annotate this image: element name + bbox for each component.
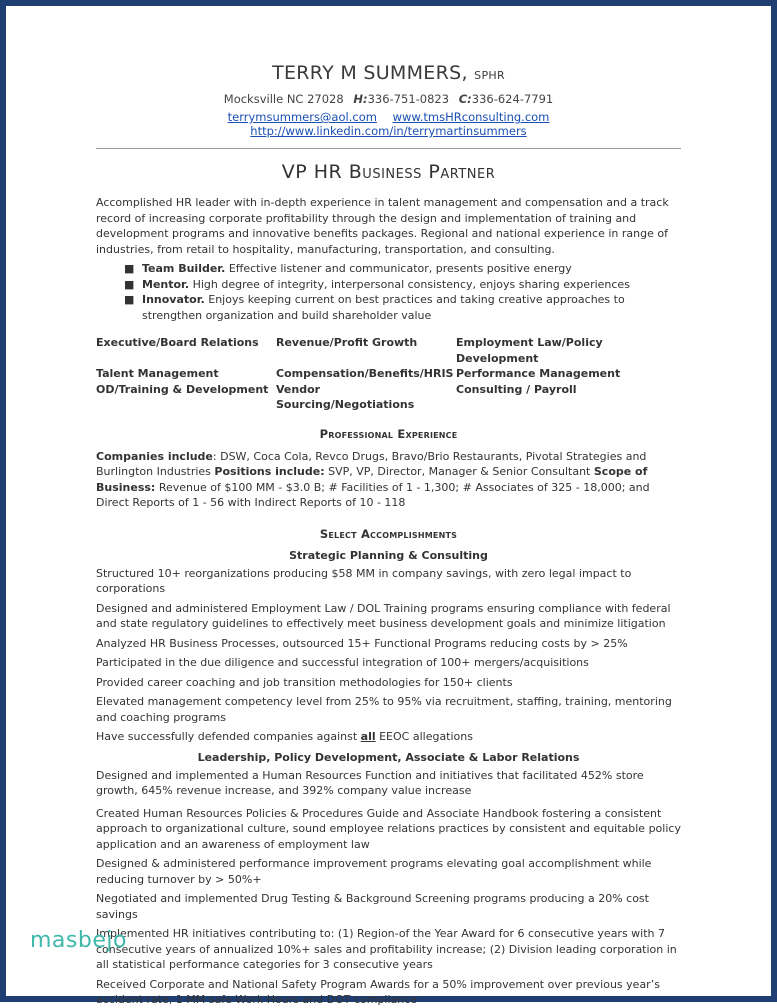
scope-label: Scope of Business: <box>96 465 648 494</box>
cell-phone-label: C: <box>458 92 472 106</box>
list-item <box>96 729 681 745</box>
strategic-list <box>96 566 681 745</box>
list-item: Created Human Resources Policies & Procedures Guide and Associate Handbook fostering a consistent approach to organizational culture, sound employee relations practices by consistent and equitable policy application and an awareness of employment law <box>96 806 681 851</box>
watermark-logo: masbejo <box>30 928 127 953</box>
experience-paragraph <box>96 449 681 511</box>
email-link[interactable]: terrymsummers@aol.com <box>227 110 377 124</box>
list-item: Participated in the due diligence and successful integration of 100+ mergers/acquisitions <box>96 656 589 669</box>
skill-item: Vendor Sourcing/Negotiations <box>276 382 415 411</box>
full-name: TERRY M SUMMERS, <box>272 62 468 84</box>
trait-text: High degree of integrity, interpersonal consistency, enjoys sharing experiences <box>189 277 630 291</box>
trait-text: Enjoys keeping current on best practices and taking creative approaches to strengthen organization and build shareholder value <box>142 293 625 322</box>
strategic-heading: Strategic Planning & Consulting <box>289 548 488 562</box>
accomplishments-heading: Select Accomplishments <box>319 526 458 541</box>
positions-label: Positions include: <box>214 465 325 478</box>
home-phone: 336-751-0823 <box>367 92 450 106</box>
list-item: Implemented HR initiatives contributing to: (1) Region-of the Year Award for 6 consecutive years with 7 consecutive years of annualized 10%+ sales and profitability increase; (2) Division leading corporation in all statistical performance categories for 3 consecutive years <box>96 927 677 971</box>
trait-label: Innovator. <box>142 293 205 306</box>
list-item: Negotiated and implemented Drug Testing & Background Screening programs producing a 20% cost savings <box>96 892 649 921</box>
skill-item: Consulting / Payroll <box>456 382 577 396</box>
header-divider <box>96 148 681 149</box>
skill-item: OD/Training & Development <box>96 382 269 396</box>
companies-label: Companies include <box>96 449 213 463</box>
leadership-list <box>96 768 681 1008</box>
experience-heading: Professional Experience <box>319 426 458 441</box>
resume-document <box>96 60 681 1008</box>
scope-text: Revenue of $100 MM - $3.0 B; # Facilities of 1 - 1,300; # Associates of 325 - 18,000; and Direct Reports of 1 - 56 with Indirect Reports of 10 - 118 <box>96 480 650 509</box>
eeoc-emphasis: all <box>360 730 376 743</box>
skill-item: Revenue/Profit Growth <box>276 336 418 349</box>
skill-item: Employment Law/Policy Development <box>456 336 603 365</box>
skills-grid <box>96 335 681 413</box>
skill-item: Performance Management <box>456 367 621 380</box>
traits-list <box>124 261 681 323</box>
list-item: Received Corporate and National Safety Program Awards for a 50% improvement over previous year’s accident rate, 1 MM safe Work Hours and DOT compliance <box>96 977 660 1006</box>
credential: SPHR <box>474 69 505 82</box>
list-item: Provided career coaching and job transition methodologies for 150+ clients <box>96 675 513 689</box>
summary-paragraph: Accomplished HR leader with in-depth experience in talent management and compensation and a track record of increasing corporate profitability through the design and implementation of training and development programs and innovative benefits packages. Regional and national experience in range of industries, from retail to hospitality, manufacturing, transportation, and consulting. <box>96 196 669 256</box>
leadership-heading: Leadership, Policy Development, Associate & Labor Relations <box>197 750 580 764</box>
contact-links <box>96 110 681 138</box>
cell-phone: 336-624-7791 <box>471 92 554 106</box>
location: Mocksville NC 27028 <box>223 92 344 106</box>
resume-name <box>96 62 681 84</box>
list-item: Designed & administered performance improvement programs elevating goal accomplishment while reducing turnover by > 50%+ <box>96 857 652 886</box>
skill-item: Talent Management <box>96 367 219 380</box>
contact-line <box>96 92 681 106</box>
trait-label: Mentor. <box>142 277 190 291</box>
list-item: Analyzed HR Business Processes, outsourced 15+ Functional Programs reducing costs by > 25% <box>96 636 628 650</box>
trait-text: Effective listener and communicator, presents positive energy <box>225 262 572 275</box>
list-item: Designed and implemented a Human Resources Function and initiatives that facilitated 452% store growth, 645% revenue increase, and 392% company value increase <box>96 768 644 797</box>
positions-text: SVP, VP, Director, Manager & Senior Consultant <box>324 465 594 478</box>
headline: VP HR Business Partner <box>281 161 496 183</box>
linkedin-link[interactable]: http://www.linkedin.com/in/terrymartinsummers <box>250 124 527 138</box>
list-item: ■ Mentor. High degree of integrity, interpersonal consistency, enjoys sharing experiences <box>124 277 630 291</box>
trait-label: Team Builder. <box>142 262 226 275</box>
eeoc-prefix: Have successfully defended companies against <box>96 730 361 743</box>
list-item: Designed and administered Employment Law / DOL Training programs ensuring compliance with federal and state regulatory guidelines to effectively meet business development goals and minimize litigation <box>96 601 671 630</box>
skill-item: Executive/Board Relations <box>96 336 259 349</box>
website-link[interactable]: www.tmsHRconsulting.com <box>392 110 550 124</box>
list-item: Structured 10+ reorganizations producing $58 MM in company savings, with zero legal impact to corporations <box>96 566 632 595</box>
list-item: Elevated management competency level from 25% to 95% via recruitment, staffing, training, mentoring and coaching programs <box>96 695 672 724</box>
home-phone-label: H: <box>353 92 368 106</box>
list-item: ■ Innovator. Enjoys keeping current on best practices and taking creative approaches to strengthen organization and build shareholder value <box>124 293 625 322</box>
eeoc-suffix: EEOC allegations <box>375 730 473 743</box>
skill-item: Compensation/Benefits/HRIS <box>276 367 454 380</box>
list-item: ■ Team Builder. Effective listener and communicator, presents positive energy <box>124 262 572 275</box>
companies-text: : DSW, Coca Cola, Revco Drugs, Bravo/Brio Restaurants, Pivotal Strategies and Burlington Industries <box>96 449 647 478</box>
